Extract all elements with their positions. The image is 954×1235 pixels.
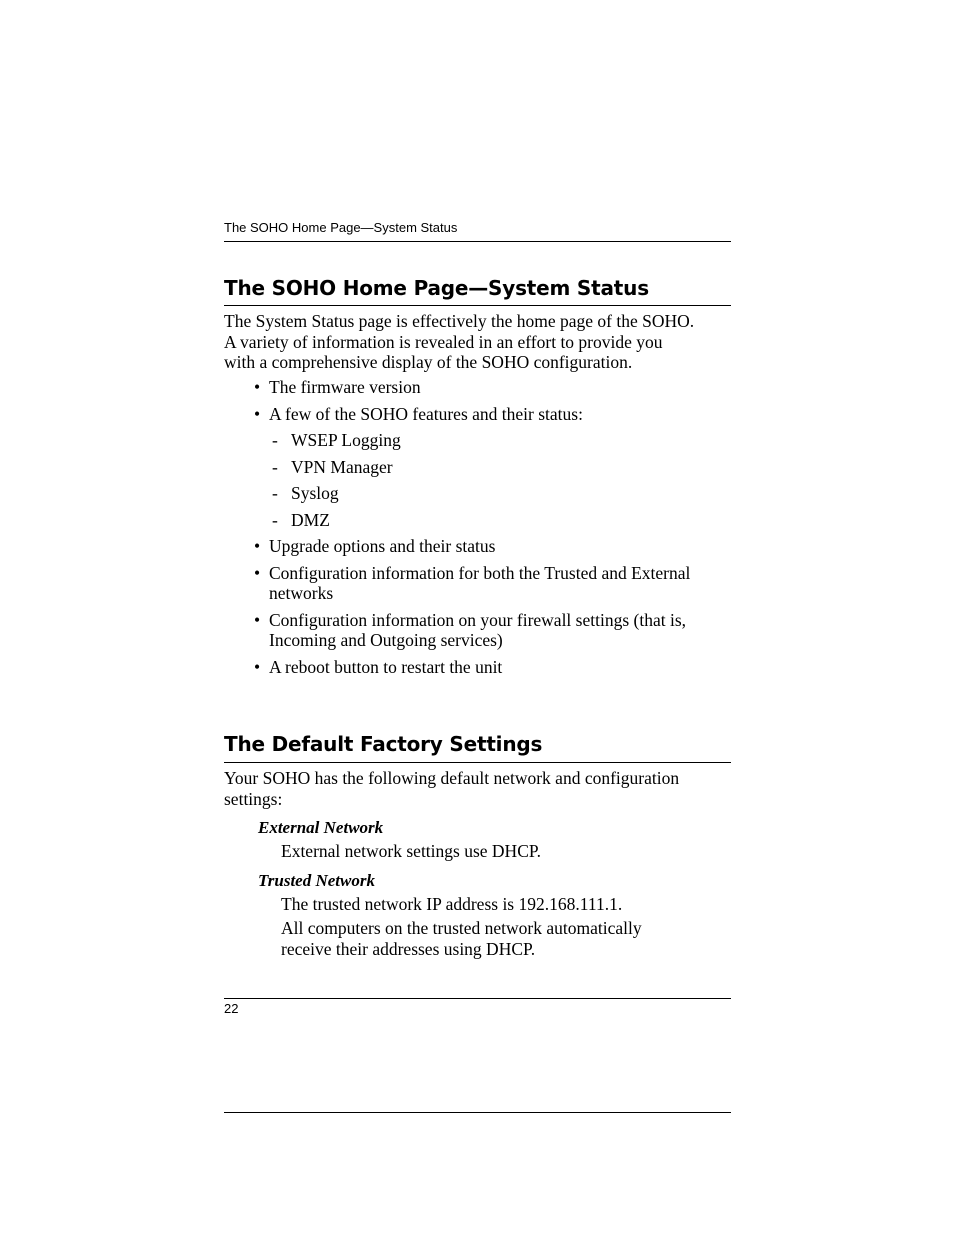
bullet-icon: • <box>254 403 261 424</box>
status-features-list <box>224 377 731 677</box>
list-item-text: networks <box>269 583 334 603</box>
heading-rule <box>224 762 731 763</box>
text-line: External network settings use DHCP. <box>281 841 542 861</box>
list-item-text: A few of the SOHO features and their status: <box>269 403 583 424</box>
intro-paragraph <box>224 768 731 809</box>
dash-icon: - <box>272 430 278 450</box>
text-line: with a comprehensive display of the SOHO configuration. <box>224 352 633 372</box>
dash-icon: - <box>272 456 278 477</box>
text-line: Your SOHO has the following default network and configuration <box>224 768 680 788</box>
sub-list-item-text: VPN Manager <box>291 456 393 477</box>
sub-list-item <box>224 430 731 451</box>
list-item-text: Incoming and Outgoing services) <box>269 630 503 650</box>
intro-paragraph <box>224 311 731 373</box>
text-line: All computers on the trusted network automatically <box>281 918 642 938</box>
list-item-text: Configuration information on your firewall settings (that is, <box>269 609 687 630</box>
page-bottom-rule <box>224 1112 731 1113</box>
text-line: The System Status page is effectively the home page of the SOHO. <box>224 311 695 331</box>
page-number: 22 <box>224 1001 239 1016</box>
list-item-text: Upgrade options and their status <box>269 536 496 556</box>
dash-icon: - <box>272 483 278 503</box>
definition-text <box>281 894 721 915</box>
list-item-text: A reboot button to restart the unit <box>269 656 503 677</box>
sub-list-item <box>224 457 731 478</box>
text-line: The trusted network IP address is 192.168.111.1. <box>281 894 623 914</box>
text-line: A variety of information is revealed in an effort to provide you <box>224 331 663 352</box>
list-item <box>224 404 731 425</box>
definition-term-trusted-network: Trusted Network <box>258 871 375 890</box>
list-item <box>224 377 731 398</box>
section-heading-default-factory-settings: The Default Factory Settings <box>224 732 543 756</box>
definition-text <box>281 841 721 862</box>
list-item <box>224 657 731 678</box>
footer-rule <box>224 998 731 999</box>
list-item <box>224 563 731 604</box>
bullet-icon: • <box>254 562 261 583</box>
text-line: settings: <box>224 788 283 809</box>
list-item <box>224 536 731 557</box>
sub-list-item <box>224 510 731 531</box>
definition-text <box>281 918 721 959</box>
bullet-icon: • <box>254 536 261 556</box>
section-heading-system-status: The SOHO Home Page—System Status <box>224 276 649 300</box>
text-line: receive their addresses using DHCP. <box>281 938 536 959</box>
heading-rule <box>224 305 731 306</box>
sub-list-item-text: DMZ <box>291 509 330 530</box>
sub-list-item-text: Syslog <box>291 483 339 503</box>
bullet-icon: • <box>254 609 261 630</box>
header-rule <box>224 241 731 242</box>
sub-list-item <box>224 483 731 504</box>
list-item-text: The firmware version <box>269 377 421 397</box>
bullet-icon: • <box>254 377 261 397</box>
definition-term-external-network: External Network <box>258 818 384 837</box>
list-item <box>224 610 731 651</box>
running-header: The SOHO Home Page—System Status <box>224 220 458 235</box>
bullet-icon: • <box>254 656 261 677</box>
dash-icon: - <box>272 509 278 530</box>
document-page <box>224 0 731 1235</box>
sub-list-item-text: WSEP Logging <box>291 430 401 450</box>
list-item-text: Configuration information for both the Trusted and External <box>269 562 691 583</box>
